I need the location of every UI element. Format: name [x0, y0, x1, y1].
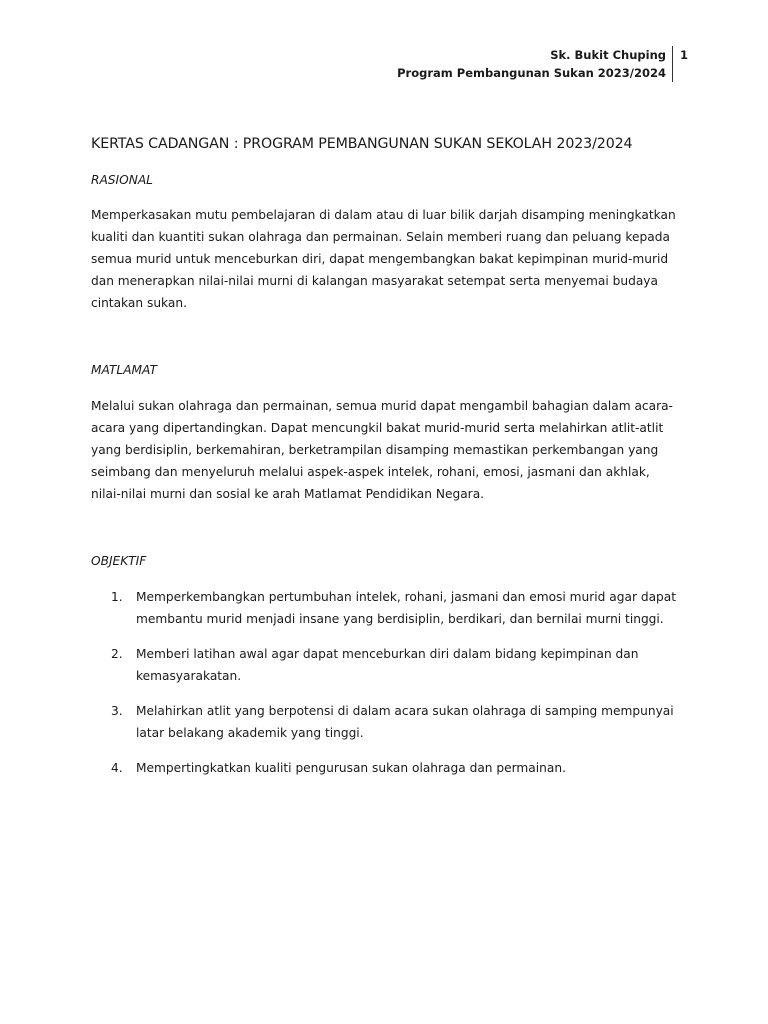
header-program: Program Pembangunan Sukan 2023/2024 [397, 66, 666, 80]
list-item-text: Melahirkan atlit yang berpotensi di dalam acara sukan olahraga di samping mempunyai latar belakang akademik yang tinggi. [136, 704, 674, 740]
paragraph-matlamat: Melalui sukan olahraga dan permainan, semua murid dapat mengambil bahagian dalam acara-acara yang dipertandingkan. Dapat mencungkil bakat murid-murid serta melahirkan atlit-atlit yang berdisiplin, berkemahiran, berketrampilan disamping memastikan perkembangan yang seimbang dan menyeluruh melalui aspek-aspek intelek, rohani, emosi, jasmani dan akhlak, nilai-nilai murni dan sosial ke arah Matlamat Pendidikan Negara. [91, 399, 673, 501]
header-school: Sk. Bukit Chuping [550, 48, 666, 62]
list-item-number: 2. [111, 647, 123, 661]
list-item [91, 700, 681, 744]
paragraph-rasional: Memperkasakan mutu pembelajaran di dalam atau di luar bilik darjah disamping meningkatkan kualiti dan kuantiti sukan olahraga dan permainan. Selain memberi ruang dan peluang kepada semua murid untuk menceburkan diri, dapat mengembangkan bakat kepimpinan murid-murid dan menerapkan nilai-nilai murni di kalangan masyarakat setempat serta menyemai budaya cintakan sukan. [91, 208, 676, 310]
list-item [91, 586, 681, 630]
list-item-number: 1. [111, 590, 123, 604]
section-heading-rasional: RASIONAL [91, 173, 153, 187]
list-item [91, 643, 681, 687]
section-heading-matlamat: MATLAMAT [91, 363, 157, 377]
list-item-text: Memberi latihan awal agar dapat menceburkan diri dalam bidang kepimpinan dan kemasyarakatan. [136, 647, 639, 683]
page-header [397, 46, 672, 82]
list-item-number: 3. [111, 704, 123, 718]
list-item-text: Mempertingkatkan kualiti pengurusan sukan olahraga dan permainan. [136, 761, 566, 775]
document-title: KERTAS CADANGAN : PROGRAM PEMBANGUNAN SUKAN SEKOLAH 2023/2024 [91, 136, 633, 152]
list-item [91, 757, 681, 779]
page-number: 1 [680, 48, 689, 62]
header-divider [672, 46, 673, 82]
section-heading-objektif: OBJEKTIF [91, 554, 147, 568]
list-item-text: Memperkembangkan pertumbuhan intelek, rohani, jasmani dan emosi murid agar dapat membantu murid menjadi insane yang berdisiplin, berdikari, dan bernilai murni tinggi. [136, 590, 677, 626]
objective-list [91, 586, 681, 792]
list-item-number: 4. [111, 761, 123, 775]
